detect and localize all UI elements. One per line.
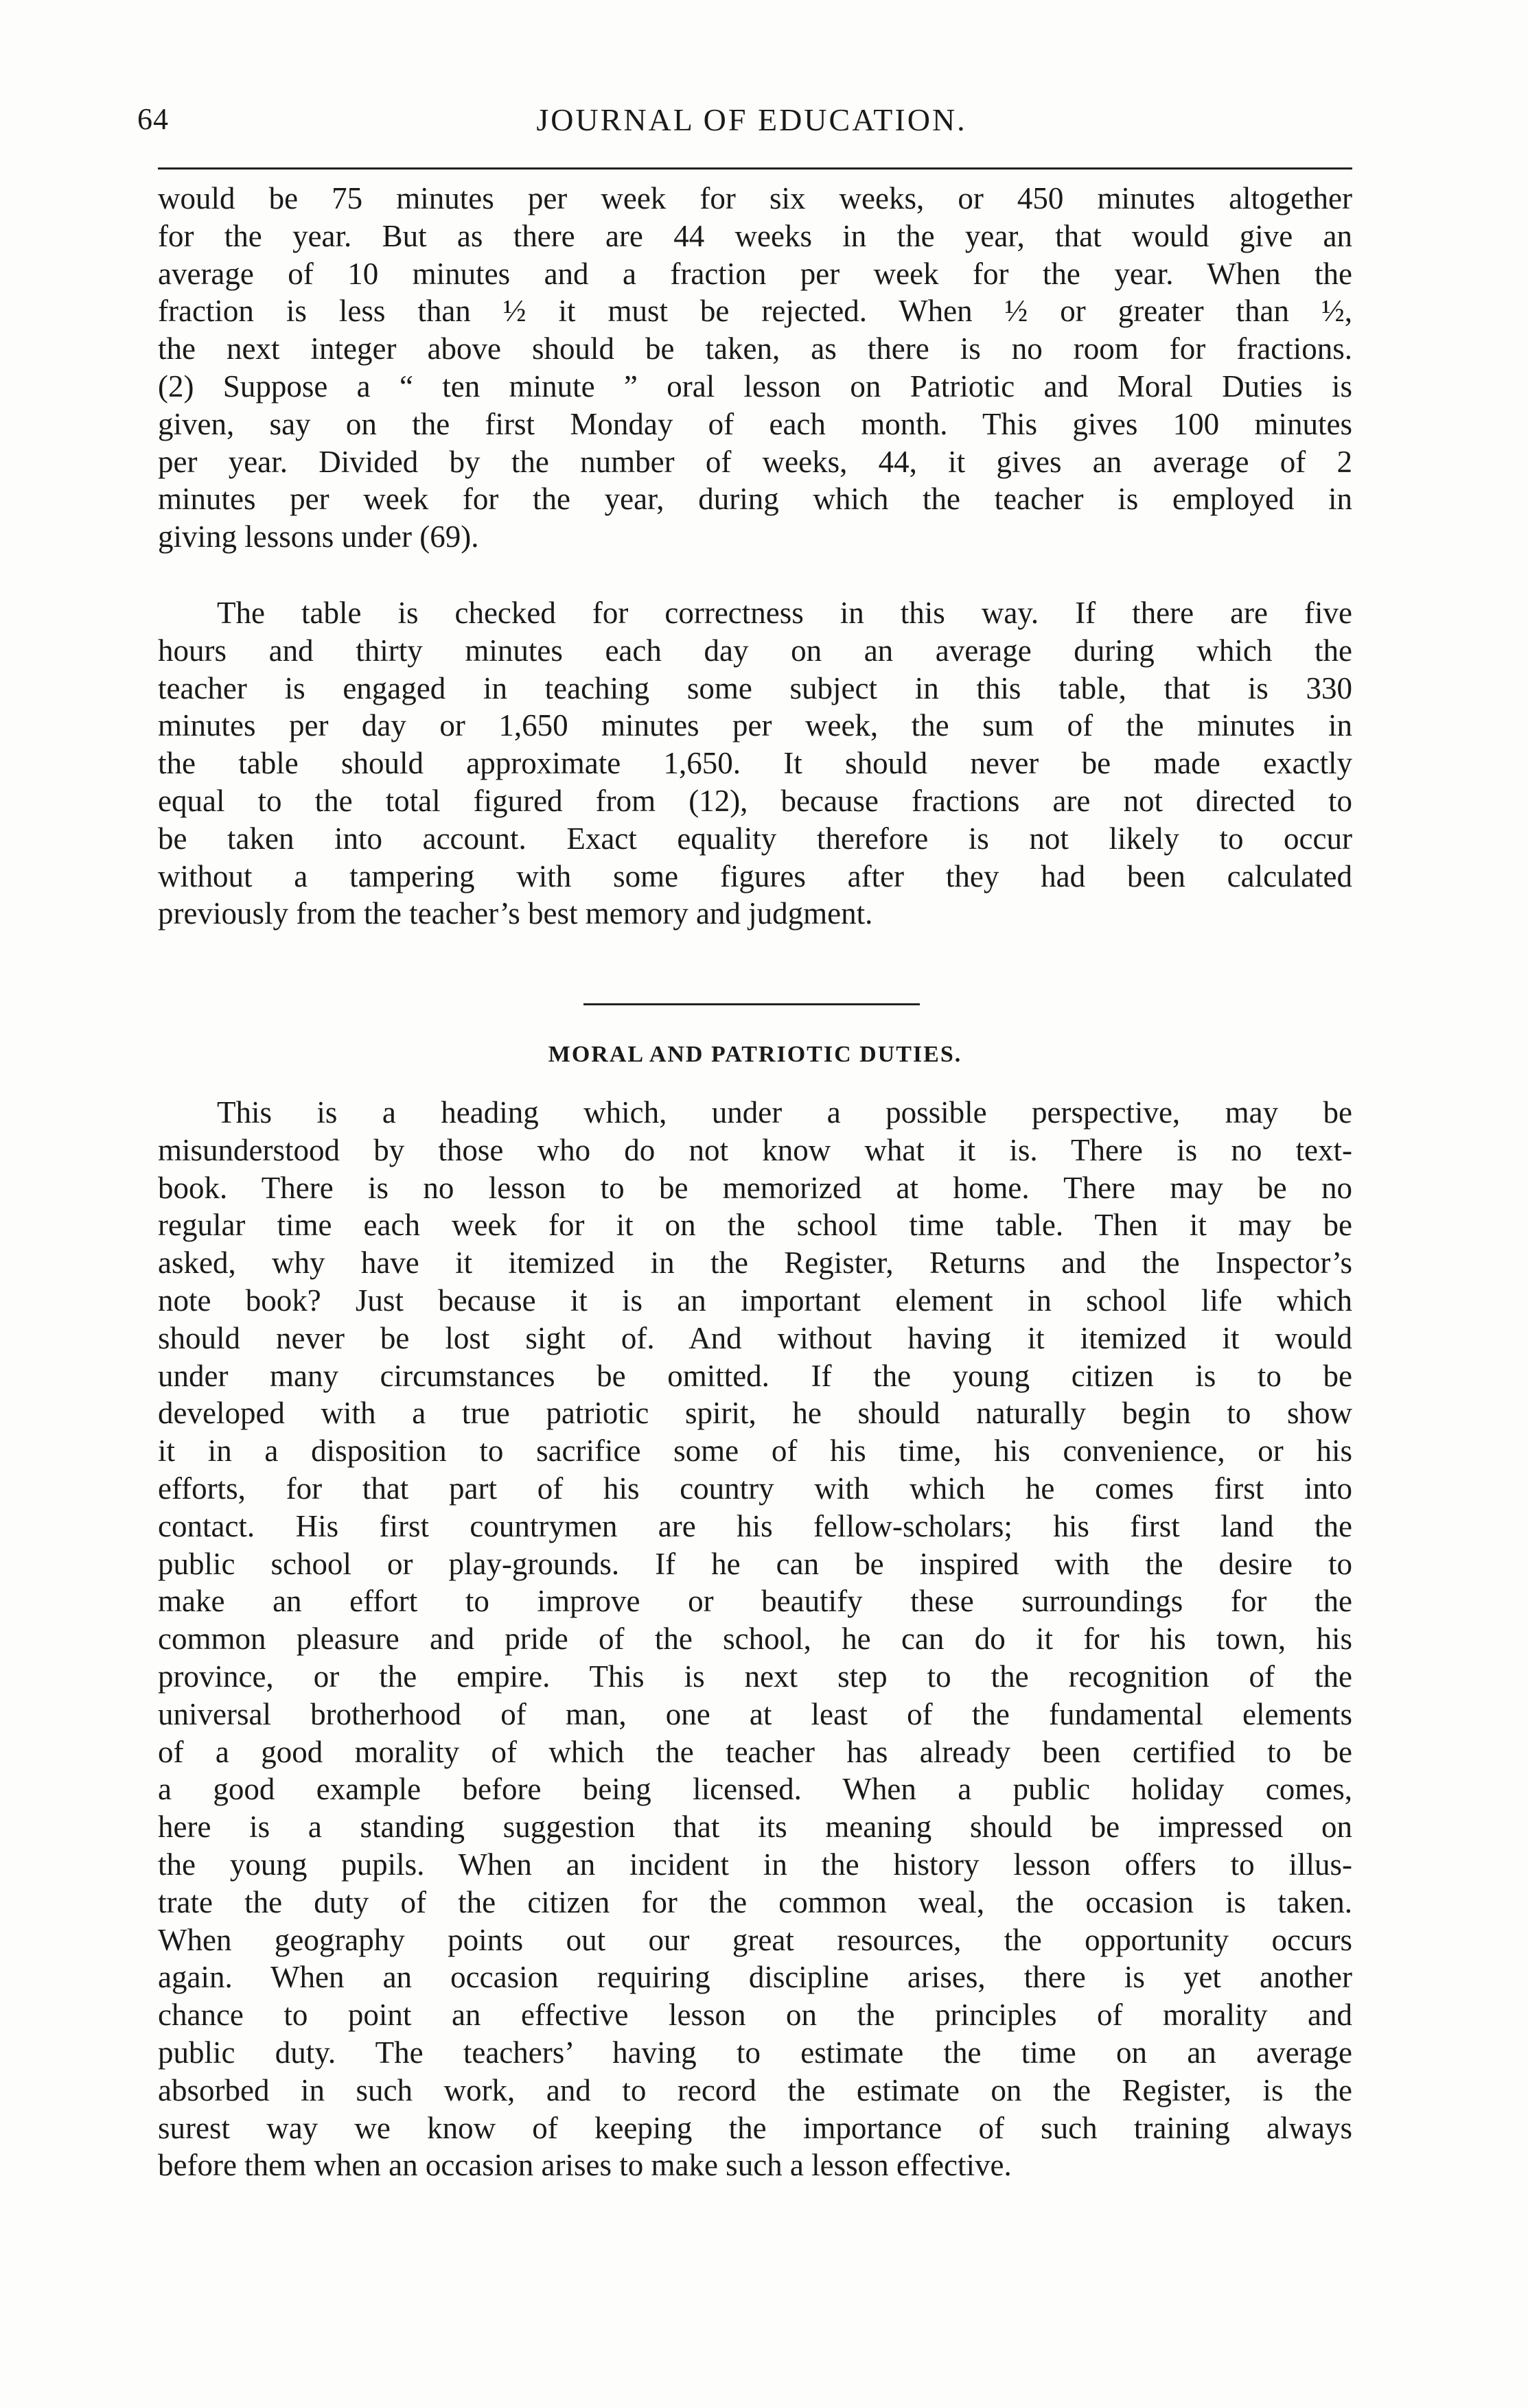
text-line: (2) Suppose a “ ten minute ” oral lesson on Patriotic and Moral Duties is: [158, 369, 1352, 404]
text-line: When geography points out our great resources, the opportunity occurs: [158, 1922, 1352, 1957]
text-line: per year. Divided by the number of weeks, 44, it gives an average of 2: [158, 444, 1352, 479]
text-line: here is a standing suggestion that its meaning should be impressed on: [158, 1810, 1352, 1845]
text-line: minutes per day or 1,650 minutes per week, the sum of the minutes in: [158, 708, 1352, 743]
text-line: before them when an occasion arises to make such a lesson effective.: [158, 2148, 1012, 2183]
running-head: [137, 102, 1366, 150]
text-line: a good example before being licensed. When a public holiday comes,: [158, 1772, 1352, 1807]
text-line: developed with a true patriotic spirit, he should naturally begin to show: [158, 1396, 1352, 1431]
text-line: surest way we know of keeping the importance of such training always: [158, 2110, 1352, 2145]
text-line: again. When an occasion requiring discipline arises, there is yet another: [158, 1960, 1352, 1995]
text-line: the next integer above should be taken, as there is no room for fractions.: [158, 331, 1352, 366]
paragraph-continuation: [158, 180, 1352, 556]
text-line: fraction is less than ½ it must be rejected. When ½ or greater than ½,: [158, 294, 1352, 329]
text-line: misunderstood by those who do not know what it is. There is no text-: [158, 1132, 1352, 1167]
text-line: note book? Just because it is an important element in school life which: [158, 1283, 1352, 1318]
text-line: common pleasure and pride of the school, he can do it for his town, his: [158, 1622, 1352, 1657]
text-line: teacher is engaged in teaching some subject in this table, that is 330: [158, 670, 1352, 705]
text-line: efforts, for that part of his country with which he comes first into: [158, 1471, 1352, 1506]
text-line: the young pupils. When an incident in the history lesson offers to illus-: [158, 1847, 1352, 1882]
text-line: giving lessons under (69).: [158, 519, 479, 554]
text-line: be taken into account. Exact equality therefore is not likely to occur: [158, 821, 1352, 856]
text-line: province, or the empire. This is next step to the recognition of the: [158, 1659, 1352, 1694]
text-line: should never be lost sight of. And without having it itemized it would: [158, 1320, 1352, 1355]
text-line: for the year. But as there are 44 weeks in the year, that would give an: [158, 218, 1352, 253]
text-line: This is a heading which, under a possible perspective, may be: [217, 1095, 1352, 1130]
text-line: average of 10 minutes and a fraction per week for the year. When the: [158, 256, 1352, 291]
text-line: under many circumstances be omitted. If the young citizen is to be: [158, 1358, 1352, 1393]
journal-title: JOURNAL OF EDUCATION.: [536, 102, 967, 137]
text-line: previously from the teacher’s best memory and judgment.: [158, 896, 873, 931]
text-line: book. There is no lesson to be memorized at home. There may be no: [158, 1170, 1352, 1205]
text-line: equal to the total figured from (12), because fractions are not directed to: [158, 783, 1352, 818]
text-line: The table is checked for correctness in this way. If there are five: [217, 596, 1352, 630]
section-heading: MORAL AND PATRIOTIC DUTIES.: [548, 1042, 962, 1067]
text-line: absorbed in such work, and to record the estimate on the Register, is the: [158, 2072, 1352, 2107]
text-line: regular time each week for it on the school time table. Then it may be: [158, 1208, 1352, 1243]
paragraph-table-check: [158, 594, 1352, 933]
text-line: universal brotherhood of man, one at least of the fundamental elements: [158, 1696, 1352, 1731]
text-line: contact. His first countrymen are his fellow-scholars; his first land the: [158, 1508, 1352, 1543]
text-line: public school or play-grounds. If he can be inspired with the desire to: [158, 1546, 1352, 1581]
text-line: chance to point an effective lesson on the principles of morality and: [158, 1998, 1352, 2033]
text-line: hours and thirty minutes each day on an average during which the: [158, 633, 1352, 668]
text-line: trate the duty of the citizen for the common weal, the occasion is taken.: [158, 1884, 1352, 1919]
section-rule: [583, 1003, 920, 1005]
text-line: make an effort to improve or beautify these surroundings for the: [158, 1584, 1352, 1619]
text-line: of a good morality of which the teacher has already been certified to be: [158, 1734, 1352, 1769]
text-line: minutes per week for the year, during which the teacher is employed in: [158, 482, 1352, 517]
page-number: 64: [137, 102, 169, 136]
text-line: would be 75 minutes per week for six weeks, or 450 minutes altogether: [158, 181, 1352, 215]
text-line: asked, why have it itemized in the Register, Returns and the Inspector’s: [158, 1246, 1352, 1281]
header-rule: [158, 167, 1352, 170]
text-line: public duty. The teachers’ having to estimate the time on an average: [158, 2035, 1352, 2070]
paragraph-moral-duties: [158, 1094, 1352, 2184]
text-line: without a tampering with some figures after they had been calculated: [158, 858, 1352, 893]
text-line: given, say on the first Monday of each month. This gives 100 minutes: [158, 406, 1352, 441]
text-line: it in a disposition to sacrifice some of his time, his convenience, or his: [158, 1434, 1352, 1469]
text-line: the table should approximate 1,650. It should never be made exactly: [158, 746, 1352, 781]
